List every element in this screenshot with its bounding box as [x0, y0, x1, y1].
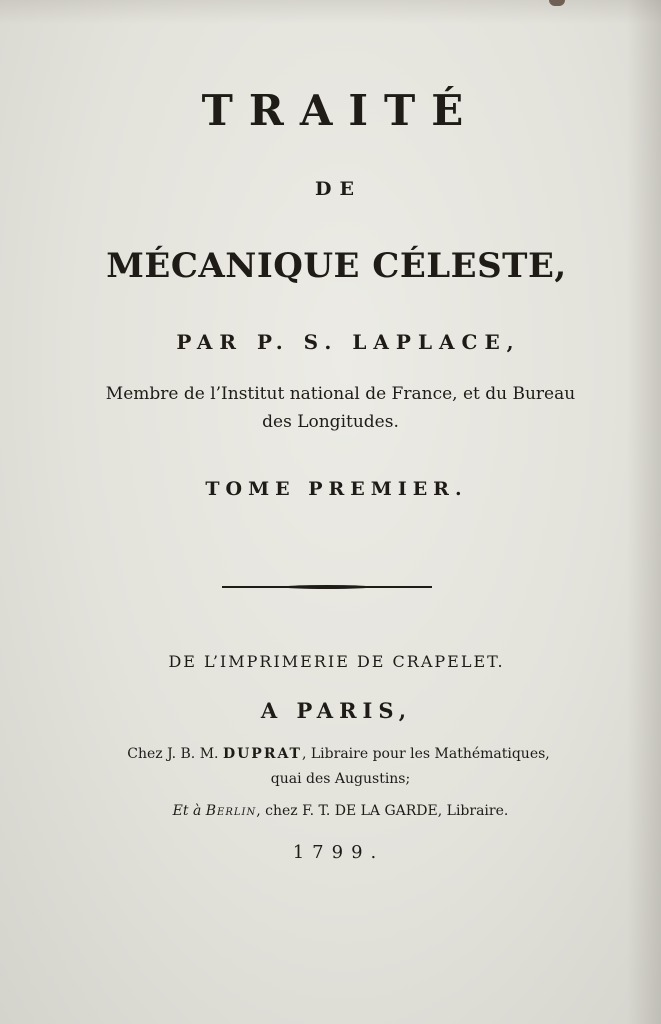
author-line: PAR P. S. LAPLACE,: [176, 330, 521, 354]
publisher-line-3-city: Berlin: [205, 803, 257, 819]
city-line: A PARIS,: [260, 698, 413, 723]
ornamental-rule: [222, 584, 432, 590]
publisher-line-1-suffix: , Libraire pour les Mathématiques,: [301, 746, 550, 762]
rule-thick: [282, 585, 372, 589]
publisher-name: DUPRAT: [222, 746, 302, 762]
page-edge-shadow: [627, 0, 661, 1024]
volume-line: TOME PREMIER.: [205, 478, 468, 500]
publication-year: 1799.: [292, 842, 385, 863]
affiliation-line-2: des Longitudes.: [262, 412, 399, 432]
printer-line: DE L’IMPRIMERIE DE CRAPELET.: [168, 652, 505, 671]
publisher-line-3: [0, 803, 661, 819]
publisher-line-2: quai des Augustins;: [270, 771, 411, 787]
publisher-line-3-suffix: , chez F. T. DE LA GARDE, Libraire.: [256, 803, 509, 819]
title-line-3: MÉCANIQUE CÉLESTE,: [106, 246, 567, 286]
title-line-1: TRAITÉ: [201, 86, 480, 135]
publisher-line-3-prefix: Et à: [172, 803, 202, 819]
publisher-line-1: [0, 746, 661, 762]
affiliation-line-1: Membre de l’Institut national de France, et du Bureau: [105, 384, 576, 404]
title-line-2: DE: [315, 178, 362, 200]
publisher-line-1-prefix: Chez J. B. M.: [127, 746, 219, 762]
